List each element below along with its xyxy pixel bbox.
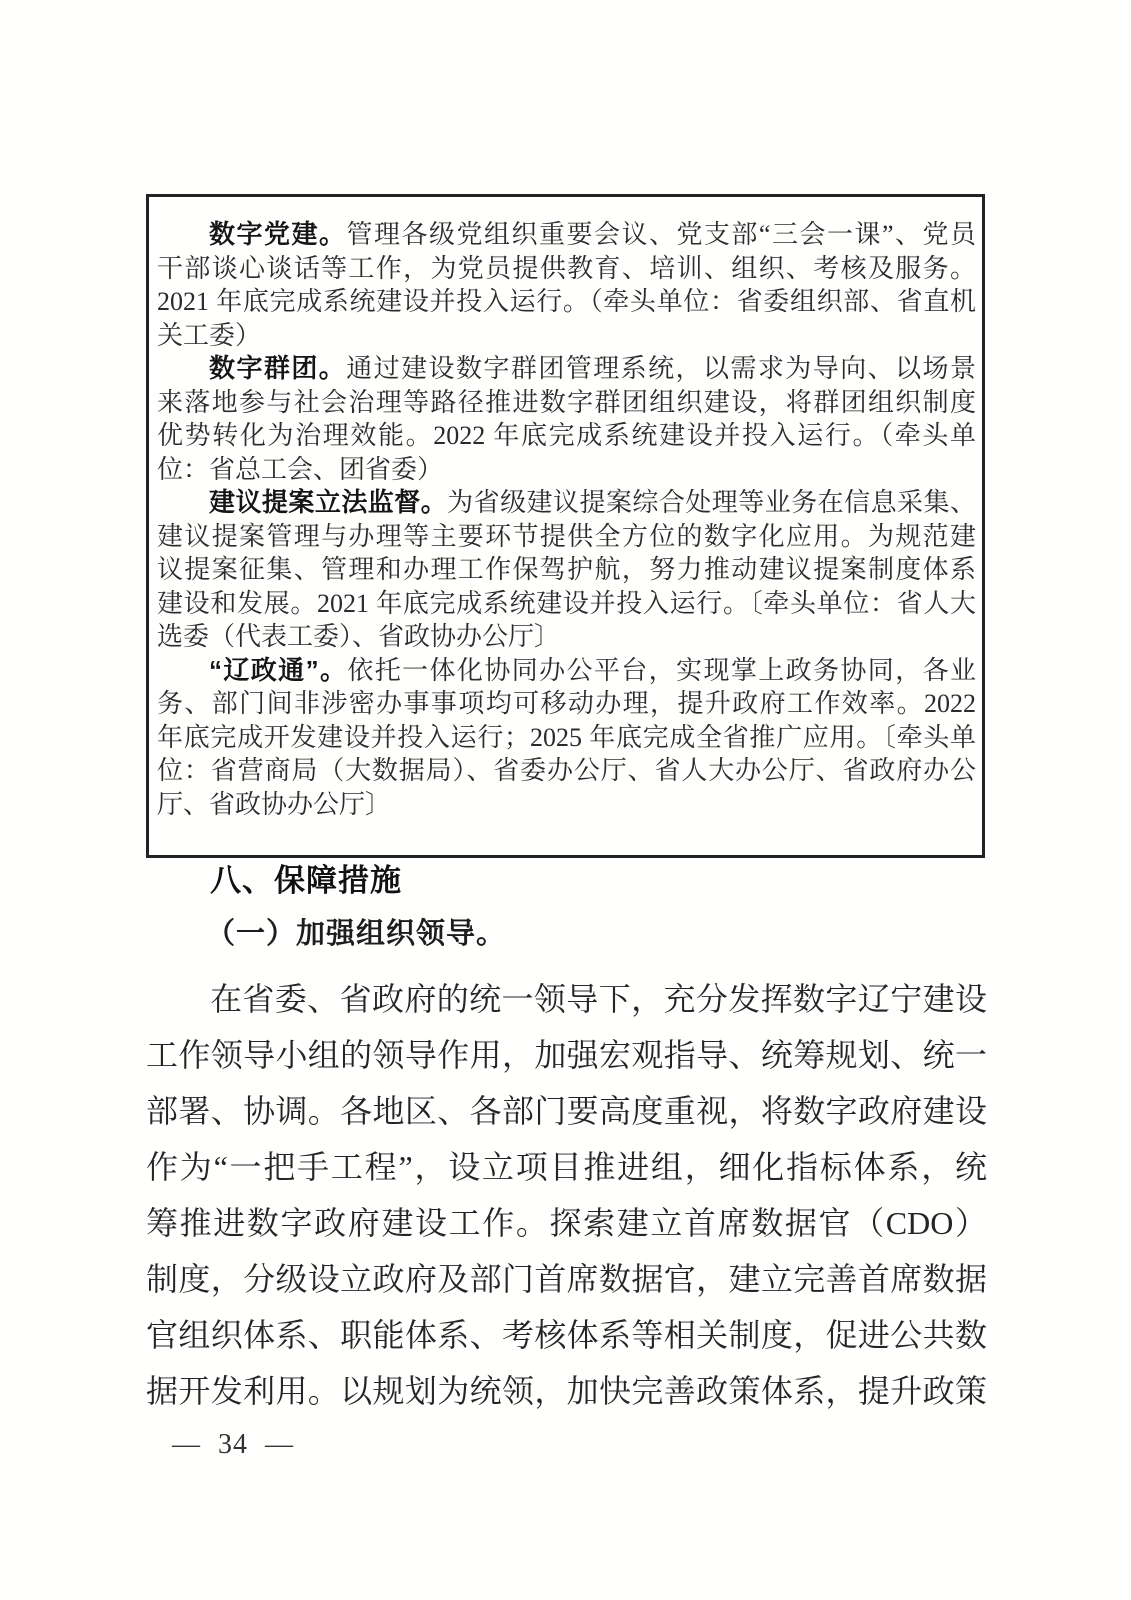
section-heading: 八、保障措施: [210, 863, 402, 898]
text-line: 选委（代表工委）、省政协办公厅〕: [157, 622, 561, 651]
text-line: 筹推进数字政府建设工作。探索建立首席数据官（CDO）: [146, 1205, 987, 1241]
text-line: 在省委、省政府的统一领导下，充分发挥数字辽宁建设: [210, 981, 987, 1017]
text-line: 数字党建。管理各级党组织重要会议、党支部“三会一课”、党员: [209, 219, 976, 249]
bordered-text-box: [146, 194, 985, 858]
text-line: 2021 年底完成系统建设并投入运行。（牵头单位：省委组织部、省直机: [157, 287, 976, 316]
text-line: 优势转化为治理效能。2022 年底完成系统建设并投入运行。（牵头单: [157, 421, 976, 450]
body-paragraph: [146, 971, 987, 1419]
text-line: 来落地参与社会治理等路径推进数字群团组织建设，将群团组织制度: [157, 387, 976, 417]
text-line: 厅、省政协办公厅〕: [157, 789, 392, 819]
text-line: 制度，分级设立政府及部门首席数据官，建立完善首席数据: [146, 1261, 987, 1297]
text-line: 位：省总工会、团省委）: [157, 454, 444, 484]
text-line: 议提案征集、管理和办理工作保驾护航，努力推动建议提案制度体系: [157, 555, 976, 584]
run-in-heading: 建议提案立法监督。: [209, 487, 448, 517]
text-line: 工作领导小组的领导作用，加强宏观指导、统筹规划、统一: [146, 1037, 987, 1073]
text-line: 位：省营商局（大数据局）、省委办公厅、省人大办公厅、省政府办公: [157, 756, 976, 785]
page-number: — 34 —: [172, 1429, 294, 1460]
text-line: 作为“一把手工程”，设立项目推进组，细化指标体系，统: [146, 1149, 987, 1185]
text-line: 建议提案立法监督。为省级建议提案综合处理等业务在信息采集、: [209, 487, 976, 517]
run-in-heading: “辽政通”。: [209, 654, 348, 685]
text-line: 年底完成开发建设并投入运行；2025 年底完成全省推广应用。〔牵头单: [157, 722, 976, 752]
run-in-heading: 数字党建。: [209, 219, 347, 249]
text-line: 建议提案管理与办理等主要环节提供全方位的数字化应用。为规范建: [157, 521, 976, 551]
subsection-heading: （一）加强组织领导。: [206, 918, 507, 950]
text-line: 建设和发展。2021 年底完成系统建设并投入运行。〔牵头单位：省人大: [157, 588, 976, 618]
run-in-heading: 数字群团。: [209, 353, 347, 383]
text-line: 务、部门间非涉密办事事项均可移动办理，提升政府工作效率。2022: [157, 689, 976, 718]
text-line: 干部谈心谈话等工作，为党员提供教育、培训、组织、考核及服务。: [157, 253, 976, 283]
text-line: 数字群团。通过建设数字群团管理系统，以需求为导向、以场景: [209, 353, 976, 383]
text-line: 官组织体系、职能体系、考核体系等相关制度，促进公共数: [146, 1317, 987, 1353]
text-line: 据开发利用。以规划为统领，加快完善政策体系，提升政策: [146, 1373, 987, 1409]
text-line: “辽政通”。依托一体化协同办公平台，实现掌上政务协同，各业: [209, 654, 976, 685]
text-line: 关工委）: [157, 320, 262, 350]
text-line: 部署、协调。各地区、各部门要高度重视，将数字政府建设: [146, 1093, 987, 1129]
